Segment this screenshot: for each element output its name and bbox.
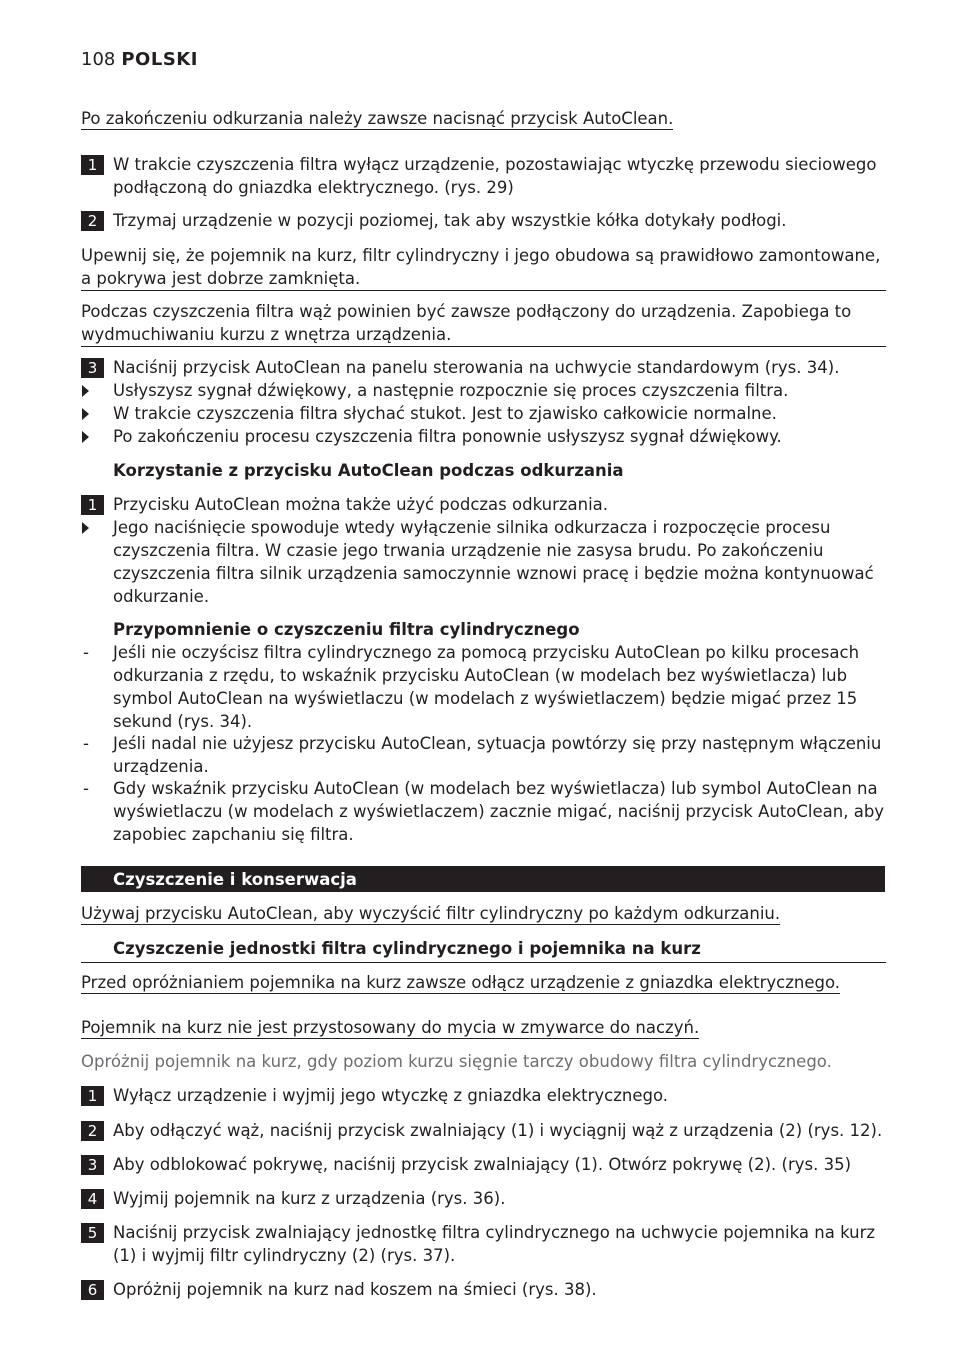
warning-text: Pojemnik na kurz nie jest przystosowany do mycia w zmywarce do naczyń.: [81, 1018, 700, 1037]
section-bar: [81, 866, 885, 892]
step-number: 3: [81, 1155, 104, 1175]
triangle-bullet-icon: [82, 522, 89, 534]
bullet-item: [81, 425, 891, 448]
triangle-bullet-icon: [82, 431, 89, 443]
warning-text: Po zakończeniu odkurzania należy zawsze nacisnąć przycisk AutoClean.: [81, 109, 674, 128]
step-text: Aby odłączyć wąż, naciśnij przycisk zwalniający (1) i wyciągnij wąż z urządzenia (2) (rys. 12).: [113, 1121, 883, 1140]
step-number: 1: [81, 1086, 104, 1106]
step-text: Przycisku AutoClean można także użyć podczas odkurzania.: [113, 495, 609, 514]
step-item: [81, 356, 891, 379]
step-number: 6: [81, 1280, 104, 1300]
step-item: [81, 1278, 891, 1301]
triangle-bullet-icon: [82, 385, 89, 397]
step-text: Wyłącz urządzenie i wyjmij jego wtyczkę z gniazdka elektrycznego.: [113, 1086, 669, 1105]
bullet-text: W trakcie czyszczenia filtra słychać stukot. Jest to zjawisko całkowicie normalne.: [113, 404, 777, 423]
dash-item: [81, 777, 891, 846]
warning-text: Upewnij się, że pojemnik na kurz, filtr cylindryczny i jego obudowa są prawidłowo zamontowane, a pokrywa jest dobrze zamknięta.: [81, 244, 886, 291]
bullet-text: Jego naciśnięcie spowoduje wtedy wyłączenie silnika odkurzacza i rozpoczęcie procesu czyszczenia filtra. W czasie jego trwania urządzenie nie zasysa brudu. Po zakończeniu czyszczenia filtra silnik urządzenia samoczynnie wznowi pracę i będzie można kontynuować odkurzanie.: [113, 518, 874, 606]
step-item: [81, 1221, 891, 1267]
subheading-ruled: Czyszczenie jednostki filtra cylindrycznego i pojemnika na kurz: [81, 937, 886, 963]
bullet-item: [81, 379, 891, 402]
warning-text: Podczas czyszczenia filtra wąż powinien być zawsze podłączony do urządzenia. Zapobiega to wydmuchiwaniu kurzu z wnętrza urządzenia.: [81, 300, 886, 347]
bullet-text: Usłyszysz sygnał dźwiękowy, a następnie rozpocznie się proces czyszczenia filtra.: [113, 381, 789, 400]
step-number: 4: [81, 1189, 104, 1209]
step-item: [81, 1153, 891, 1176]
step-text: W trakcie czyszczenia filtra wyłącz urządzenie, pozostawiając wtyczkę przewodu sieciowego podłączoną do gniazdka elektrycznego. (rys. 29): [113, 155, 877, 197]
step-number: 1: [81, 495, 104, 515]
step-item: [81, 153, 891, 199]
subheading: Korzystanie z przycisku AutoClean podczas odkurzania: [113, 461, 624, 480]
step-item: [81, 493, 891, 516]
dash-item: [81, 641, 891, 733]
section-title: Czyszczenie i konserwacja: [113, 870, 357, 889]
dash-text: Jeśli nadal nie użyjesz przycisku AutoClean, sytuacja powtórzy się przy następnym włączeniu urządzenia.: [113, 734, 882, 776]
dash-item: [81, 732, 891, 778]
dash-mark: -: [83, 734, 89, 753]
bullet-item: [81, 402, 891, 425]
warning-text: Używaj przycisku AutoClean, aby wyczyścić filtr cylindryczny po każdym odkurzaniu.: [81, 904, 781, 923]
step-number: 3: [81, 358, 104, 378]
step-number: 1: [81, 155, 104, 175]
note-text: Opróżnij pojemnik na kurz, gdy poziom kurzu sięgnie tarczy obudowy filtra cylindrycznego.: [81, 1052, 832, 1071]
step-item: [81, 209, 891, 232]
step-text: Trzymaj urządzenie w pozycji poziomej, tak aby wszystkie kółka dotykały podłogi.: [113, 211, 787, 230]
bullet-text: Po zakończeniu procesu czyszczenia filtra ponownie usłyszysz sygnał dźwiękowy.: [113, 427, 782, 446]
bullet-item: [81, 516, 891, 608]
page-header: [81, 48, 198, 72]
step-item: [81, 1119, 891, 1142]
step-item: [81, 1084, 891, 1107]
step-number: 2: [81, 1121, 104, 1141]
dash-mark: -: [83, 643, 89, 662]
step-text: Opróżnij pojemnik na kurz nad koszem na śmieci (rys. 38).: [113, 1280, 597, 1299]
language-title: POLSKI: [121, 49, 198, 70]
dash-text: Jeśli nie oczyścisz filtra cylindrycznego za pomocą przycisku AutoClean po kilku procesach odkurzania z rzędu, to wskaźnik przycisku AutoClean (w modelach bez wyświetlacza) lub symbol AutoClean na wyświetlaczu (w modelach z wyświetlaczem) będzie migać przez 15 sekund (rys. 34).: [113, 643, 860, 731]
step-text: Naciśnij przycisk AutoClean na panelu sterowania na uchwycie standardowym (rys. 34).: [113, 358, 840, 377]
step-item: [81, 1187, 891, 1210]
step-text: Aby odblokować pokrywę, naciśnij przycisk zwalniający (1). Otwórz pokrywę (2). (rys. 35): [113, 1155, 852, 1174]
subheading: Przypomnienie o czyszczeniu filtra cylindrycznego: [113, 620, 580, 639]
page-number: 108: [81, 49, 116, 70]
dash-mark: -: [83, 779, 89, 798]
step-number: 5: [81, 1223, 104, 1243]
step-text: Wyjmij pojemnik na kurz z urządzenia (rys. 36).: [113, 1189, 506, 1208]
dash-text: Gdy wskaźnik przycisku AutoClean (w modelach bez wyświetlacza) lub symbol AutoClean na wyświetlaczu (w modelach z wyświetlaczem) zacznie migać, naciśnij przycisk AutoClean, aby zapobiec zapchaniu się filtra.: [113, 779, 885, 844]
step-text: Naciśnij przycisk zwalniający jednostkę filtra cylindrycznego na uchwycie pojemnika na kurz (1) i wyjmij filtr cylindryczny (2) (rys. 37).: [113, 1223, 876, 1265]
triangle-bullet-icon: [82, 408, 89, 420]
warning-text: Przed opróżnianiem pojemnika na kurz zawsze odłącz urządzenie z gniazdka elektrycznego.: [81, 973, 841, 992]
step-number: 2: [81, 211, 104, 231]
